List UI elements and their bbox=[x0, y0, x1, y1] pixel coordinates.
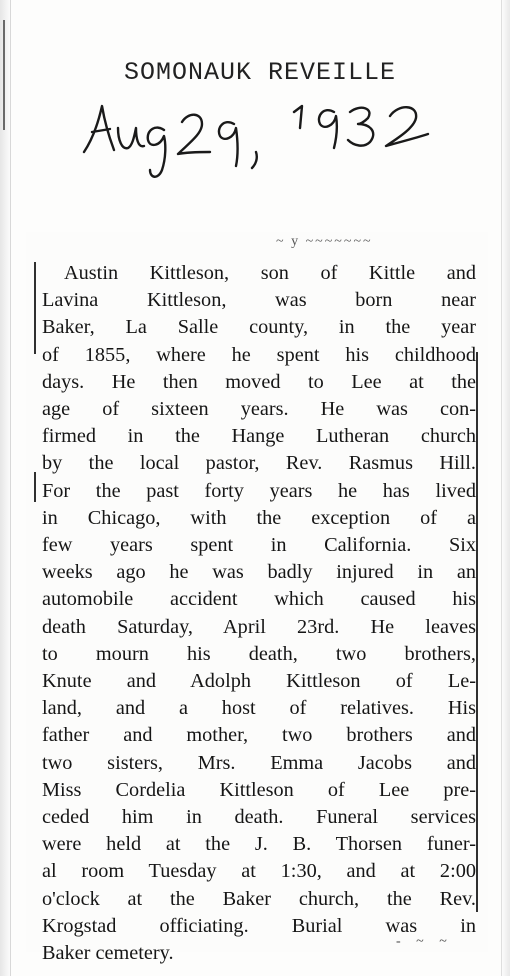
article-line: firmed in the Hange Lutheran church bbox=[42, 425, 476, 448]
clipping-right-border bbox=[476, 352, 478, 912]
clipping-left-border bbox=[34, 262, 36, 354]
newspaper-clipping bbox=[26, 232, 488, 965]
article-line: Baker, La Salle county, in the year bbox=[42, 316, 476, 339]
article-line: to mourn his death, two brothers, bbox=[42, 642, 476, 665]
article-line: by the local pastor, Rev. Rasmus Hill. bbox=[42, 452, 476, 475]
article-line: of 1855, where he spent his childhood bbox=[42, 343, 476, 366]
article-line: land, and a host of relatives. His bbox=[42, 697, 476, 720]
obituary-article bbox=[42, 260, 476, 967]
article-line: days. He then moved to Lee at the bbox=[42, 370, 476, 393]
newspaper-masthead: SOMONAUK REVEILLE bbox=[123, 58, 397, 87]
cutoff-text-fragment: ~ y ~~~~~~~ bbox=[276, 234, 373, 249]
article-line: weeks ago he was badly injured in an bbox=[42, 561, 476, 584]
article-line: father and mother, two brothers and bbox=[42, 724, 476, 747]
handwritten-date bbox=[78, 100, 458, 210]
article-line: were held at the J. B. Thorsen funer- bbox=[42, 833, 476, 856]
article-line: Lavina Kittleson, was born near bbox=[42, 289, 476, 312]
article-line: Krogstad officiating. Burial was in bbox=[42, 914, 476, 937]
article-line: ceded him in death. Funeral services bbox=[42, 806, 476, 829]
page-left-edge bbox=[0, 0, 11, 976]
article-line: Miss Cordelia Kittleson of Lee pre- bbox=[42, 778, 476, 801]
article-line: Austin Kittleson, son of Kittle and bbox=[64, 262, 476, 284]
article-line: For the past forty years he has lived bbox=[42, 479, 476, 502]
article-line: o'clock at the Baker church, the Rev. bbox=[42, 887, 476, 910]
handwritten-date-drawing bbox=[78, 100, 458, 210]
article-line: al room Tuesday at 1:30, and at 2:00 bbox=[42, 860, 476, 883]
clipping-bottom-marks: - ~ ~ bbox=[396, 934, 453, 949]
article-line: Baker cemetery. bbox=[42, 942, 174, 965]
article-line: few years spent in California. Six bbox=[42, 534, 476, 557]
article-line: in Chicago, with the exception of a bbox=[42, 506, 476, 529]
clipping-left-border-lower bbox=[34, 472, 36, 502]
page-right-edge bbox=[501, 0, 510, 976]
article-line: two sisters, Mrs. Emma Jacobs and bbox=[42, 751, 476, 774]
article-line: Knute and Adolph Kittleson of Le- bbox=[42, 670, 476, 693]
article-line: death Saturday, April 23rd. He leaves bbox=[42, 615, 476, 638]
article-line: age of sixteen years. He was con- bbox=[42, 398, 476, 421]
article-line: automobile accident which caused his bbox=[42, 588, 476, 611]
